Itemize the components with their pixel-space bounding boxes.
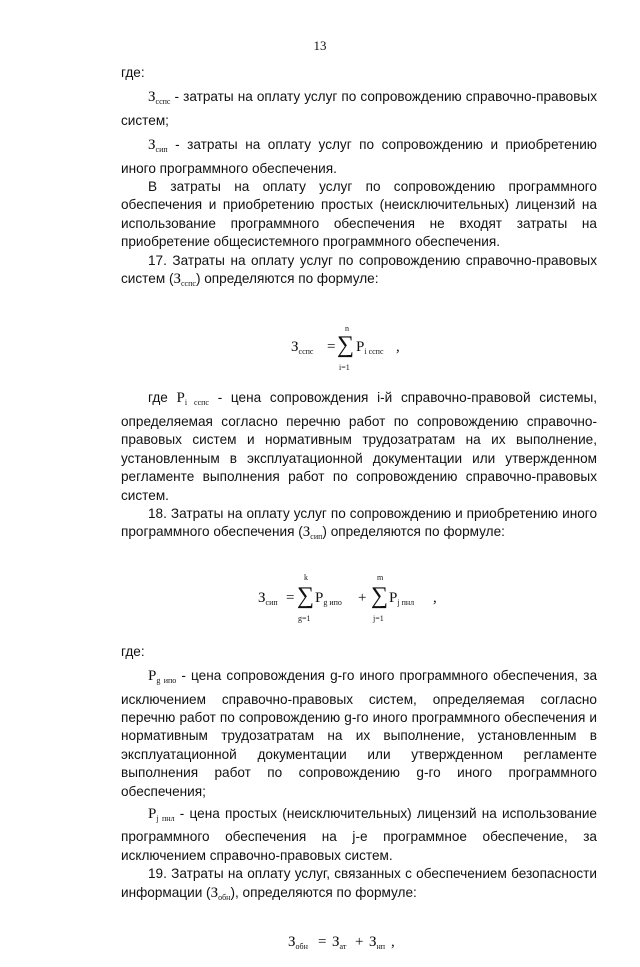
- formula-plus: +: [355, 934, 364, 950]
- definition-pg-ipo: [121, 667, 597, 801]
- sum2-sigma: ∑: [371, 582, 389, 609]
- definition-text: - цена сопровождения g-го иного программного обеспечения, за исключением справочно-правовых систем, определяемая согласно перечню работ по сопровождению g-го иного программного обеспечения и нормативным трудозатратам на их выполнение, установленным в эксплуатационной документации или утвержденном регламенте выполнения работ по сопровождению g-го иного программного обеспечения;: [121, 668, 598, 799]
- symbol-subscript: сип: [310, 532, 323, 542]
- symbol: З: [302, 524, 311, 541]
- formula-lhs-symbol: З: [258, 589, 266, 606]
- term-2-symbol: P: [389, 589, 398, 606]
- formula-term-2: [389, 589, 414, 612]
- item-19-text-before: 19. Затраты на оплату услуг, связанных с обеспечением безопасности информации (: [121, 866, 597, 900]
- symbol-subscript: j пнл: [156, 813, 175, 823]
- formula-plus: +: [358, 589, 367, 606]
- item-19: [121, 865, 597, 907]
- item-18-text-before: 18. Затраты на оплату услуг по сопровождению и приобретению иного программного обеспечения (: [121, 505, 597, 540]
- symbol: З: [148, 89, 156, 106]
- sum2-lower-limit: j=1: [373, 613, 384, 623]
- term-1-symbol: З: [332, 934, 340, 950]
- term-1-subscript: g ипо: [323, 597, 342, 607]
- formula-lhs: [258, 589, 278, 612]
- term-2-subscript: j пнл: [397, 597, 415, 607]
- formula-lhs-subscript: сип: [265, 597, 278, 607]
- term-subscript: i сспс: [364, 347, 384, 357]
- term-1-subscript: ат: [339, 942, 347, 951]
- formula-equals: =: [327, 339, 336, 356]
- formula-equals: =: [286, 589, 295, 606]
- formula-term-1: [332, 933, 346, 956]
- formula-term-1: [315, 589, 342, 612]
- formula-comma: ,: [396, 339, 400, 356]
- definition-text: - затраты на оплату услуг по сопровождению и приобретению иного программного обеспечения.: [121, 137, 597, 176]
- formula-lhs-symbol: З: [291, 339, 299, 356]
- sum2-upper-limit: m: [377, 572, 384, 582]
- definition-text: - затраты на оплату услуг по сопровождению справочно-правовых систем;: [121, 89, 597, 128]
- formula-term: [356, 338, 384, 361]
- definition-pj-pnl: [121, 805, 597, 865]
- formula-lhs: [288, 933, 308, 956]
- item-19-text-after: ), определяются по формуле:: [230, 884, 417, 900]
- sum1-upper-limit: k: [304, 572, 308, 582]
- sum-upper-limit: n: [345, 324, 349, 334]
- term-2-subscript: нп: [376, 942, 386, 951]
- symbol: P: [148, 668, 157, 685]
- formula-equals: =: [318, 934, 327, 950]
- symbol-subscript: i сспс: [184, 398, 209, 408]
- definition-zsip: [121, 136, 597, 178]
- formula-17: [121, 293, 597, 389]
- where-label: где:: [121, 65, 145, 80]
- sum1-sigma: ∑: [297, 582, 315, 609]
- item-17: [121, 252, 597, 294]
- symbol: З: [173, 271, 181, 288]
- definition-text: - цена простых (неисключительных) лицензий на использование программного обеспечения на j-е программное обеспечение, за исключением справочно-правовых систем.: [121, 805, 597, 863]
- item-17-text-after: ) определяются по формуле:: [195, 271, 379, 287]
- formula-lhs-symbol: З: [288, 934, 296, 950]
- item-18: [121, 505, 597, 547]
- item-17-text-before: 17. Затраты на оплату услуг по сопровождению справочно-правовых систем (: [121, 252, 597, 287]
- symbol: З: [148, 137, 156, 154]
- note-paragraph: В затраты на оплату услуг по сопровождению программного обеспечения и приобретению простых (неисключительных) лицензий на использование программного обеспечения не входят затраты на приобретение общесистемного программного обеспечения.: [121, 179, 597, 250]
- formula-18: [121, 547, 597, 643]
- definition-zsspc: [121, 88, 597, 130]
- sum-sigma: ∑: [337, 332, 355, 359]
- sum-lower-limit: i=1: [339, 363, 350, 373]
- symbol-subscript: g ипо: [156, 676, 177, 686]
- formula-19: [121, 907, 597, 967]
- formula-lhs-subscript: сспс: [298, 347, 314, 357]
- symbol-subscript: сип: [155, 145, 168, 155]
- item-18-text-after: ) определяются по формуле:: [322, 524, 505, 540]
- formula-term-2: [369, 933, 385, 956]
- symbol: P: [176, 390, 185, 407]
- page-number: 13: [313, 38, 327, 53]
- symbol-subscript: обн: [218, 892, 231, 902]
- symbol: З: [210, 884, 219, 901]
- definition-pi-sspc: [121, 389, 597, 504]
- term-symbol: P: [356, 339, 365, 356]
- symbol-subscript: сспс: [155, 97, 171, 107]
- formula-comma: ,: [391, 934, 395, 950]
- formula-lhs: [291, 338, 313, 361]
- lead-text: где: [148, 390, 177, 406]
- symbol: P: [148, 805, 157, 822]
- where-label-2: где:: [121, 643, 145, 659]
- term-1-symbol: P: [315, 589, 324, 606]
- symbol-subscript: сспс: [181, 279, 196, 289]
- definition-text: - цена сопровождения i-й справочно-правовой системы, определяемая согласно перечню работ по сопровождению справочно-правовых систем и нормативным трудозатратам на их выполнение, установленным в эксплуатационной документации или утвержденном регламенте выполнения работ по сопровождению справочно-правовых систем.: [121, 390, 597, 503]
- formula-comma: ,: [433, 589, 437, 606]
- sum1-lower-limit: g=1: [298, 613, 311, 623]
- page-body: [121, 64, 597, 967]
- term-2-symbol: З: [369, 934, 377, 950]
- formula-lhs-subscript: обн: [295, 942, 308, 951]
